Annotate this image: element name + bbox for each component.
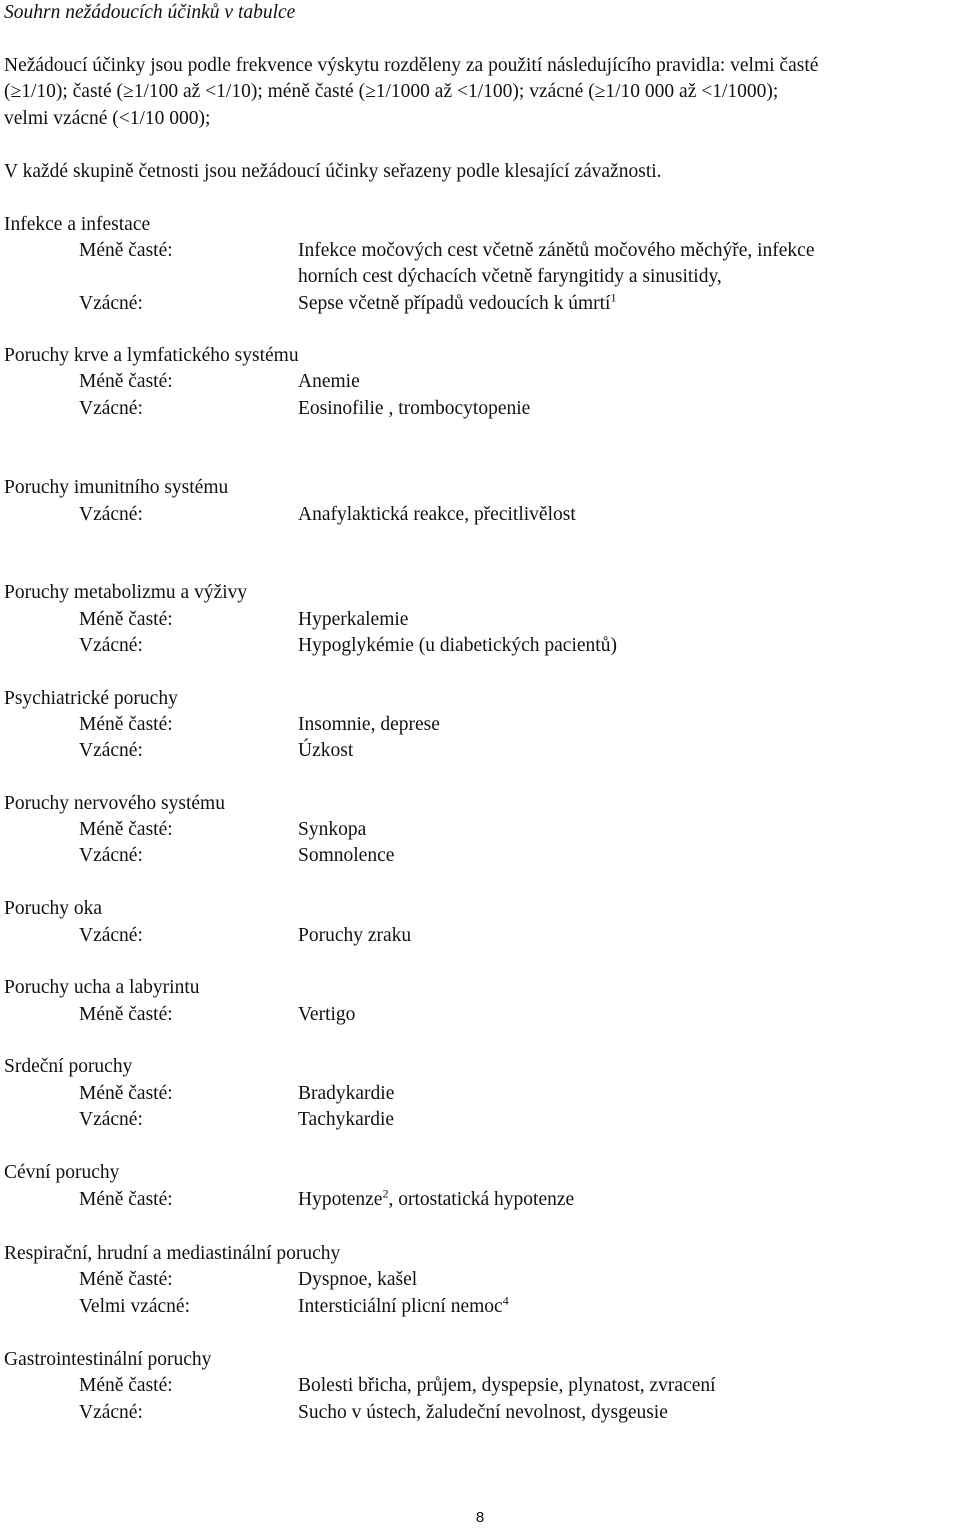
adverse-effect [298,738,353,764]
adverse-effect [298,1081,394,1107]
frequency-label: Méně časté: [79,1375,173,1396]
adverse-effect [298,923,411,949]
adverse-effect-text: Infekce močových cest včetně zánětů močového měchýře, infekce [298,240,815,261]
category-title: Poruchy nervového systému [4,793,225,814]
adverse-effect-text-continued: , ortostatická hypotenze [388,1189,575,1210]
adverse-effect [298,396,530,422]
adverse-effect-text: Poruchy zraku [298,925,412,946]
frequency-label: Vzácné: [79,504,143,525]
frequency-label: Méně časté: [79,1189,173,1210]
adverse-effect-text: Eosinofilie , trombocytopenie [298,398,531,419]
adverse-effect [298,712,440,738]
frequency-label: Méně časté: [79,609,173,630]
category-title: Poruchy oka [4,898,103,919]
category-title: Poruchy imunitního systému [4,477,229,498]
frequency-label: Velmi vzácné: [79,1296,190,1317]
frequency-definition-paragraph [4,53,956,132]
adverse-effect [298,369,360,395]
frequency-label: Méně časté: [79,714,173,735]
adverse-effect-text: Intersticiální plicní nemoc [298,1296,503,1317]
frequency-label: Vzácné: [79,740,143,761]
frequency-label: Méně časté: [79,819,173,840]
adverse-effect-text: horních cest dýchacích včetně faryngitidy a sinusitidy, [298,266,722,287]
adverse-effect-text: Anafylaktická reakce, přecitlivělost [298,504,576,525]
adverse-effect-text: Anemie [298,371,360,392]
adverse-effect [298,817,366,843]
adverse-effect [298,1002,355,1028]
frequency-label: Vzácné: [79,925,143,946]
adverse-effect [298,1267,417,1293]
category-title: Srdeční poruchy [4,1056,133,1077]
frequency-label: Vzácné: [79,635,143,656]
adverse-effect-text: Dyspnoe, kašel [298,1269,418,1290]
adverse-effect-text: Sepse včetně případů vedoucích k úmrtí [298,293,611,314]
intro-line: Nežádoucí účinky jsou podle frekvence výskytu rozděleny za použití následujícího pravidla: velmi časté [4,55,819,76]
frequency-label: Méně časté: [79,371,173,392]
intro-line: (≥1/10); časté (≥1/100 až <1/10); méně časté (≥1/1000 až <1/100); vzácné (≥1/10 000 až <1/1000); [4,81,779,103]
footnote-marker: 4 [502,1293,509,1308]
ordering-note: V každé skupině četnosti jsou nežádoucí účinky seřazeny podle klesající závažnosti. [4,161,662,182]
adverse-effect-text: Somnolence [298,845,395,866]
adverse-effect [298,1400,668,1426]
frequency-label: Vzácné: [79,845,143,866]
frequency-label: Méně časté: [79,1269,173,1290]
adverse-effect-text: Vertigo [298,1004,356,1025]
adverse-effect [298,633,617,659]
adverse-effect-text: Insomnie, deprese [298,714,440,735]
adverse-effect-text: Bradykardie [298,1083,395,1104]
adverse-effect-text: Bolesti břicha, průjem, dyspepsie, plynatost, zvracení [298,1375,716,1396]
adverse-effect [298,607,408,633]
adverse-effect [298,843,394,869]
frequency-label: Vzácné: [79,1402,143,1423]
adverse-effect-text: Sucho v ústech, žaludeční nevolnost, dysgeusie [298,1402,668,1423]
adverse-effect [298,264,722,290]
adverse-effect [298,1107,394,1133]
category-title: Infekce a infestace [4,214,151,235]
category-title: Poruchy metabolizmu a výživy [4,582,248,603]
adverse-effect-text: Tachykardie [298,1109,395,1130]
frequency-label: Méně časté: [79,1004,173,1025]
frequency-label: Vzácné: [79,398,143,419]
frequency-label: Méně časté: [79,240,173,261]
adverse-effect [298,502,576,528]
category-title: Respirační, hrudní a mediastinální poruchy [4,1243,341,1264]
adverse-effect [298,1187,574,1213]
adverse-effect-text: Synkopa [298,819,367,840]
page-number: 8 [475,1509,485,1526]
intro-line: velmi vzácné (<1/10 000); [4,107,211,129]
adverse-effect-text: Hypotenze [298,1189,383,1210]
frequency-label: Vzácné: [79,293,143,314]
category-title: Cévní poruchy [4,1162,120,1183]
category-title: Poruchy krve a lymfatického systému [4,345,299,366]
frequency-label: Méně časté: [79,1083,173,1104]
adverse-effect [298,238,815,264]
frequency-label: Vzácné: [79,1109,143,1130]
category-title: Psychiatrické poruchy [4,688,178,709]
adverse-effect-text: Úzkost [298,740,354,761]
adverse-effect [298,291,616,317]
category-title: Poruchy ucha a labyrintu [4,977,200,998]
footnote-marker: 1 [610,290,617,305]
section-heading: Souhrn nežádoucích účinků v tabulce [4,2,296,23]
adverse-effect-text: Hyperkalemie [298,609,409,630]
adverse-effect-text: Hypoglykémie (u diabetických pacientů) [298,635,617,656]
adverse-effect [298,1373,716,1399]
adverse-effect [298,1294,509,1320]
footnote-marker: 2 [382,1186,389,1201]
category-title: Gastrointestinální poruchy [4,1349,212,1370]
